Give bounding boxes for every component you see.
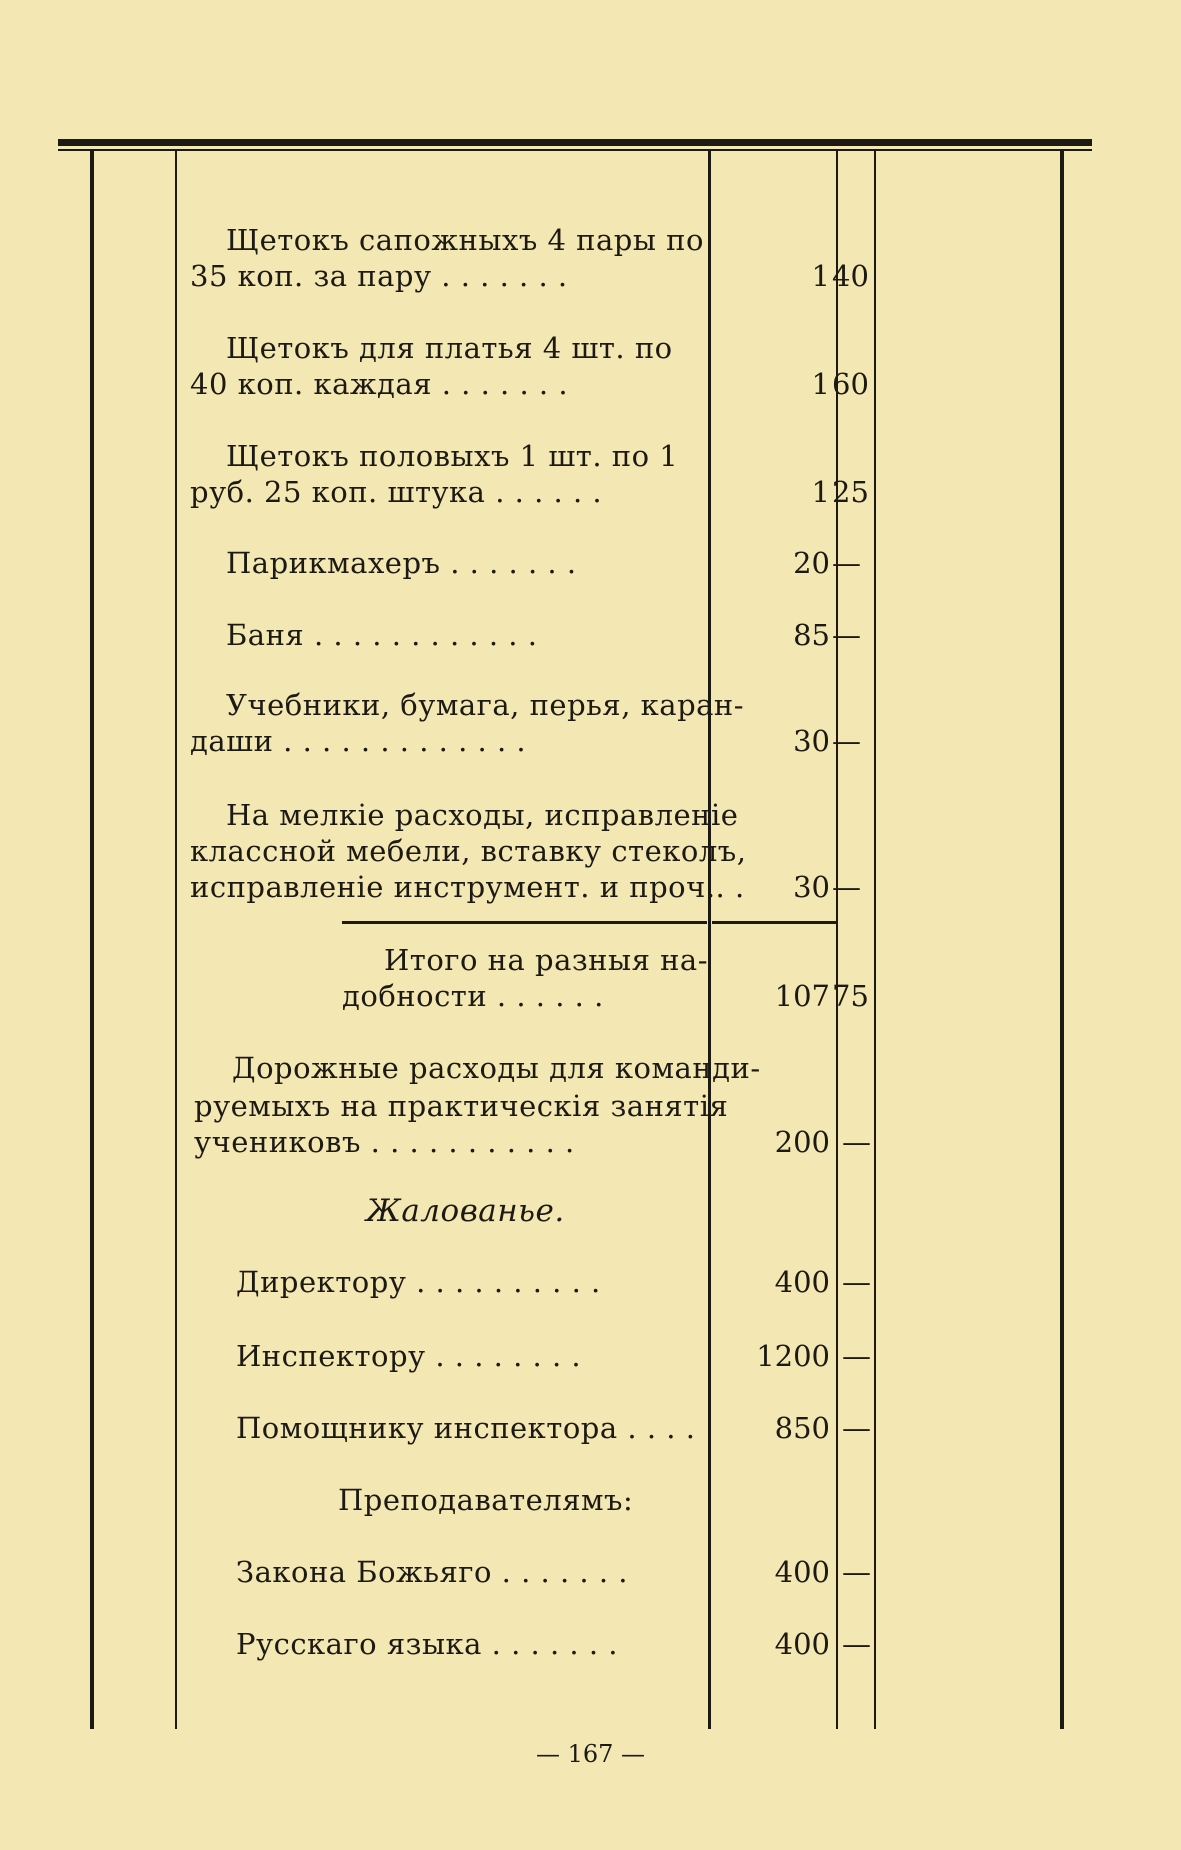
- row-kopecks: —: [832, 724, 861, 758]
- row-kopecks: —: [832, 618, 861, 652]
- salary-rubles: 850: [774, 1411, 830, 1445]
- subtotal-kopecks: 75: [832, 979, 869, 1013]
- subtotal-rule-rubles: [712, 921, 836, 924]
- row-label-line: На мелкіе расходы, исправленіе: [226, 798, 739, 832]
- travel-label-line: руемыхъ на практическія занятія: [194, 1089, 729, 1123]
- row-rubles: 20: [793, 546, 830, 580]
- subtotal-rubles: 107: [774, 979, 830, 1013]
- teacher-kopecks: —: [842, 1555, 871, 1589]
- salary-heading: Жалованье.: [366, 1193, 565, 1229]
- top-rule-thin: [58, 149, 1092, 151]
- travel-rubles: 200: [774, 1125, 830, 1159]
- travel-label-line: учениковъ . . . . . . . . . . .: [194, 1125, 575, 1159]
- teacher-rubles: 400: [774, 1555, 830, 1589]
- travel-kopecks: —: [842, 1125, 871, 1159]
- row-kopecks: 60: [832, 367, 869, 401]
- subtotal-rule: [342, 921, 707, 924]
- teacher-rubles: 400: [774, 1627, 830, 1661]
- subtotal-label-line: добности . . . . . .: [342, 979, 604, 1013]
- row-label-line: Парикмахеръ . . . . . . .: [226, 546, 577, 580]
- row-label-line: классной мебели, вставку стеколъ,: [190, 834, 747, 868]
- kopecks-right-line: [874, 151, 876, 1729]
- row-kopecks: 25: [832, 475, 869, 509]
- label-column-line: [175, 151, 177, 1729]
- top-rule: [58, 139, 1092, 146]
- row-kopecks: —: [832, 870, 861, 904]
- salary-rubles: 400: [774, 1265, 830, 1299]
- salary-rubles: 1200: [756, 1339, 830, 1373]
- page-number: — 167 —: [535, 1740, 646, 1768]
- row-label-line: Щетокъ сапожныхъ 4 пары по: [226, 223, 704, 257]
- row-label-line: исправленіе инструмент. и проч.. .: [190, 870, 745, 904]
- row-kopecks: —: [832, 546, 861, 580]
- row-label-line: Баня . . . . . . . . . . . .: [226, 618, 538, 652]
- row-rubles: 1: [811, 475, 830, 509]
- subtotal-label-line: Итого на разныя на-: [384, 943, 709, 977]
- row-label-line: Щетокъ для платья 4 шт. по: [226, 331, 673, 365]
- row-rubles: 1: [811, 259, 830, 293]
- left-border-line: [90, 151, 94, 1729]
- row-rubles: 30: [793, 724, 830, 758]
- teachers-heading: Преподавателямъ:: [338, 1483, 634, 1517]
- teacher-label: Закона Божьяго . . . . . . .: [236, 1555, 629, 1589]
- salary-label: Помощнику инспектора . . . .: [236, 1411, 696, 1445]
- right-border-line: [1060, 151, 1064, 1729]
- row-rubles: 85: [793, 618, 830, 652]
- salary-label: Директору . . . . . . . . . .: [236, 1265, 601, 1299]
- rubles-column-line: [708, 151, 711, 1729]
- travel-label-line: Дорожные расходы для команди-: [232, 1051, 761, 1085]
- salary-kopecks: —: [842, 1339, 871, 1373]
- salary-kopecks: —: [842, 1411, 871, 1445]
- salary-kopecks: —: [842, 1265, 871, 1299]
- teacher-label: Русскаго языка . . . . . . .: [236, 1627, 619, 1661]
- salary-label: Инспектору . . . . . . . .: [236, 1339, 582, 1373]
- row-label-line: 40 коп. каждая . . . . . . .: [190, 367, 569, 401]
- teacher-kopecks: —: [842, 1627, 871, 1661]
- row-label-line: Учебники, бумага, перья, каран-: [226, 688, 745, 722]
- row-label-line: даши . . . . . . . . . . . . .: [190, 724, 527, 758]
- row-rubles: 30: [793, 870, 830, 904]
- row-kopecks: 40: [832, 259, 869, 293]
- row-rubles: 1: [811, 367, 830, 401]
- row-label-line: 35 коп. за пару . . . . . . .: [190, 259, 568, 293]
- row-label-line: руб. 25 коп. штука . . . . . .: [190, 475, 603, 509]
- row-label-line: Щетокъ половыхъ 1 шт. по 1: [226, 439, 679, 473]
